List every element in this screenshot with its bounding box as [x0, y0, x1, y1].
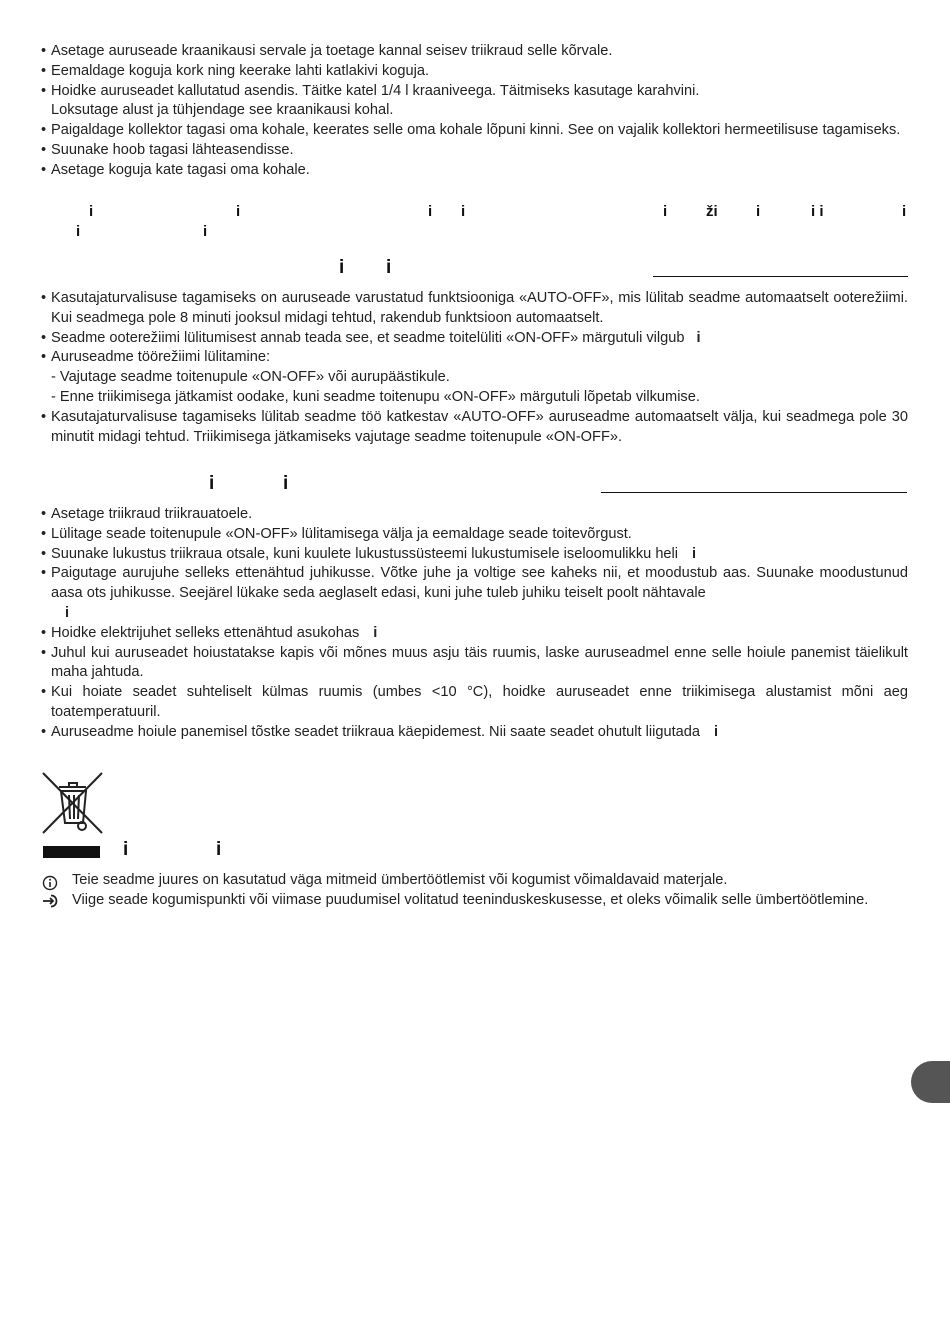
- text-fragment: i: [76, 223, 81, 240]
- crossed-out-wheelie-bin-icon: [41, 771, 104, 835]
- section-heading-fragment: i: [339, 257, 345, 278]
- list-item: • Asetage triikraud triikrauatoele.: [41, 505, 908, 525]
- list-item: • Paigaldage kollektor tagasi oma kohale, keerates selle oma kohale lõpuni kinni. See on vajalik kollektori hermeetilisuse tagamiseks.: [41, 121, 908, 141]
- marker: i: [373, 624, 378, 641]
- text-fragment: i: [236, 203, 241, 220]
- section-heading-fragment: i: [386, 257, 392, 278]
- right-arrow-icon: [42, 894, 58, 908]
- marker: i: [714, 723, 719, 740]
- section-heading-fragment: i: [123, 839, 129, 860]
- recycling-instruction: Viige seade kogumispunkti või viimase puudumisel volitatud teeninduskeskusesse, et oleks võimalik selle ümbertöötlemine.: [72, 892, 869, 908]
- list-item: • Kui hoiate seadet suhteliselt külmas ruumis (umbes <10 °C), hoidke auruseadet enne triikimisega alustamist mõni aeg toatemperatuuril.: [41, 683, 908, 723]
- heading-rule: [653, 276, 908, 277]
- list-item: • Paigutage aurujuhe selleks ettenähtud juhikusse. Võtke juhe ja voltige see kaheks nii, et moodustub aas. Suunake moodustunud aasa ots juhikusse. Seejärel lükake seda aeglaselt edasi, kuni juhe tuleb juhiku teiselt poolt nähtavale i: [41, 564, 908, 623]
- text-fragment: i i: [811, 203, 824, 220]
- list-item: • Auruseadme töörežiimi lülitamine: - Vajutage seadme toitenupule «ON-OFF» või aurupäästikule. - Enne triikimisega jätkamist oodake, kuni seadme toitenupu «ON-OFF» märgutuli lõpetab vilkumise.: [41, 348, 908, 407]
- marker: i: [696, 329, 701, 346]
- text-fragment: i: [663, 203, 668, 220]
- list-item: • Suunake lukustus triikraua otsale, kuni kuulete lukustussüsteemi lukustumisele iseloomulikku heli i: [41, 545, 908, 565]
- text-fragment: i: [902, 203, 907, 220]
- auto-off-section: [41, 289, 908, 447]
- text-fragment: i: [756, 203, 761, 220]
- section-heading-fragment: i: [216, 839, 222, 860]
- section-heading-fragment: i: [283, 473, 289, 494]
- sub-item: - Vajutage seadme toitenupule «ON-OFF» või aurupäästikule.: [51, 369, 450, 386]
- text-fragment: i: [461, 203, 466, 220]
- list-item: • Hoidke elektrijuhet selleks ettenähtud asukohas i: [41, 624, 908, 644]
- list-item: • Asetage auruseade kraanikausi servale ja toetage kannal seisev triikraud selle kõrvale.: [41, 42, 908, 62]
- list-item: • Lülitage seade toitenupule «ON-OFF» lülitamisega välja ja eemaldage seade toitevõrgust.: [41, 525, 908, 545]
- info-text: Teie seadme juures on kasutatud väga mitmeid ümbertöötlemist või kogumist võimaldavaid materjale.: [72, 872, 728, 888]
- section-heading-fragment: i: [209, 473, 215, 494]
- list-item: • Hoidke auruseadet kallutatud asendis. Täitke katel 1/4 l kraaniveega. Täitmiseks kasutage karahvini. Loksutage alust ja tühjendage see kraanikausi kohal.: [41, 82, 908, 122]
- storage-section: [41, 505, 908, 743]
- continuation-line: Loksutage alust ja tühjendage see kraanikausi kohal.: [51, 102, 394, 119]
- page-tab: [911, 1061, 950, 1103]
- marker: i: [65, 604, 70, 621]
- text-fragment: i: [89, 203, 94, 220]
- text-fragment: i: [203, 223, 208, 240]
- sub-item: - Enne triikimisega jätkamist oodake, kuni seadme toitenupu «ON-OFF» märgutuli lõpetab vilkumise.: [51, 388, 700, 405]
- heading-rule: [601, 492, 907, 493]
- list-item: • Kasutajaturvalisuse tagamiseks on auruseade varustatud funktsiooniga «AUTO-OFF», mis lülitab seadme automaatselt ooterežiimi. Kui seadmega pole 8 minuti jooksul midagi tehtud, rakendub funktsioon automaatselt.: [41, 289, 908, 329]
- list-item: • Auruseadme hoiule panemisel tõstke seadet triikraua käepidemest. Nii saate seadet ohutult liigutada i: [41, 723, 908, 743]
- list-item: • Seadme ooterežiimi lülitumisest annab teada see, et seadme toitelüliti «ON-OFF» märgutuli vilgub i: [41, 329, 908, 349]
- marker: i: [692, 545, 697, 562]
- list-item: • Kasutajaturvalisuse tagamiseks lülitab seadme töö katkestav «AUTO-OFF» auruseadme automaatselt välja, kui seadmega pole 30 minutit midagi tehtud. Triikimisega jätkamiseks vajutage seadme toitenupule «ON-OFF».: [41, 408, 908, 448]
- descaling-steps: [41, 42, 908, 181]
- text-fragment: i: [428, 203, 433, 220]
- info-circle-icon: [42, 875, 58, 891]
- list-item: • Suunake hoob tagasi lähteasendisse.: [41, 141, 908, 161]
- black-bar: [43, 846, 100, 858]
- list-item: • Eemaldage koguja kork ning keerake lahti katlakivi koguja.: [41, 62, 908, 82]
- list-item: • Juhul kui auruseadet hoiustatakse kapis või mõnes muus asju täis ruumis, laske auruseadmel enne selle hoiule panemist täielikult maha jahtuda.: [41, 644, 908, 684]
- text-fragment: ži: [706, 203, 718, 220]
- list-item: • Asetage koguja kate tagasi oma kohale.: [41, 161, 908, 181]
